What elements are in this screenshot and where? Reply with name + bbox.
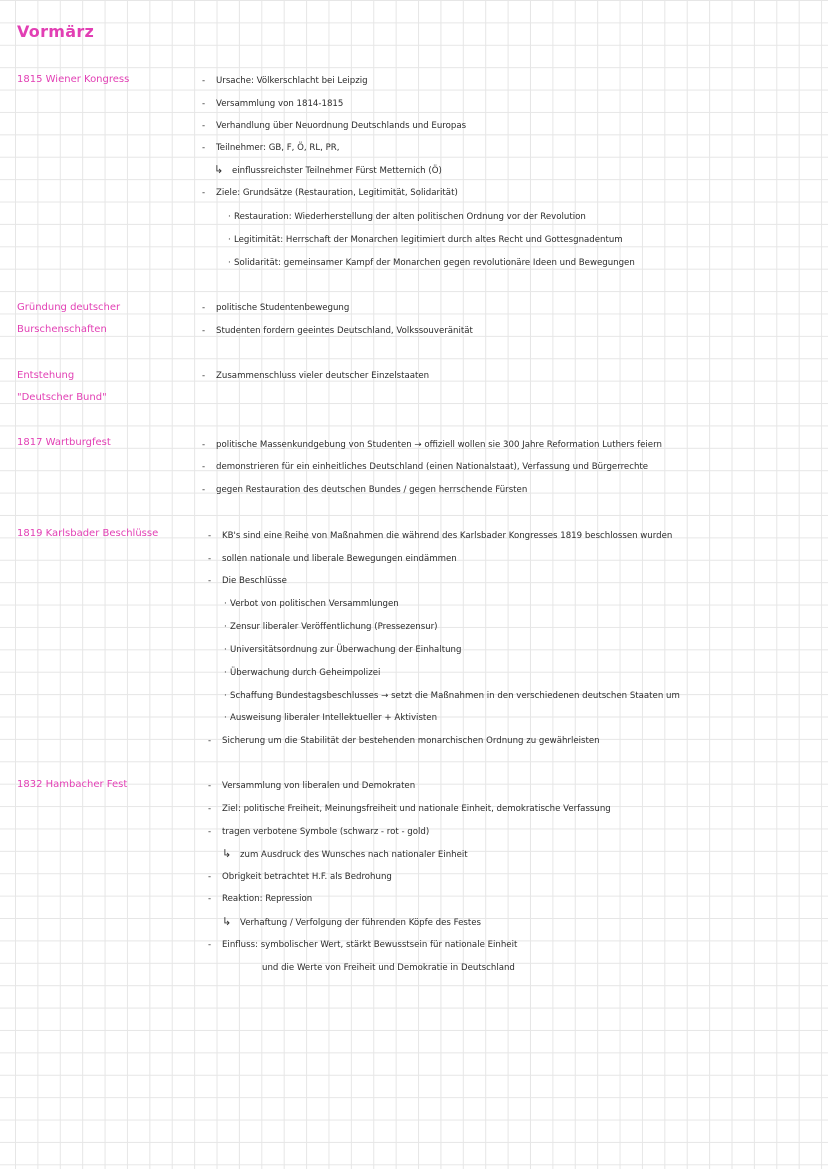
- note-line: - Die Beschlüsse: [208, 576, 287, 586]
- note-line: - Reaktion: Repression: [208, 894, 313, 904]
- note-line: - sollen nationale und liberale Bewegungen eindämmen: [208, 554, 457, 564]
- note-line-arrow: ↳ einflussreichster Teilnehmer Fürst Metternich (Ö): [214, 163, 442, 176]
- note-subline: · Verbot von politischen Versammlungen: [224, 599, 399, 609]
- corner-arrow-icon: ↳: [214, 163, 224, 176]
- section-label-karlsbader-beschluesse: 1819 Karlsbader Beschlüsse: [17, 528, 159, 539]
- note-subline: · Überwachung durch Geheimpolizei: [224, 668, 381, 678]
- note-subline: · Solidarität: gemeinsamer Kampf der Monarchen gegen revolutionäre Ideen und Bewegungen: [228, 258, 635, 268]
- note-line: - KB's sind eine Reihe von Maßnahmen die während des Karlsbader Kongresses 1819 beschlossen wurden: [208, 531, 673, 541]
- note-line: - Ziel: politische Freiheit, Meinungsfreiheit und nationale Einheit, demokratische Verfassung: [208, 804, 611, 814]
- note-line: - Teilnehmer: GB, F, Ö, RL, PR,: [202, 143, 340, 153]
- note-subline: · Universitätsordnung zur Überwachung der Einhaltung: [224, 645, 462, 655]
- note-line: - Studenten fordern geeintes Deutschland, Volkssouveränität: [202, 326, 473, 336]
- note-line: - Obrigkeit betrachtet H.F. als Bedrohung: [208, 872, 392, 882]
- corner-arrow-icon: ↳: [222, 847, 232, 860]
- page-title: Vormärz: [17, 22, 95, 41]
- note-line: - Ursache: Völkerschlacht bei Leipzig: [202, 76, 368, 86]
- note-line: - Sicherung um die Stabilität der bestehenden monarchischen Ordnung zu gewährleisten: [208, 736, 600, 746]
- note-subline: · Zensur liberaler Veröffentlichung (Pressezensur): [224, 622, 438, 632]
- section-label-wiener-kongress: 1815 Wiener Kongress: [17, 74, 130, 85]
- note-line: - Einfluss: symbolischer Wert, stärkt Bewusstsein für nationale Einheit: [208, 940, 518, 950]
- note-line: - Zusammenschluss vieler deutscher Einzelstaaten: [202, 371, 430, 381]
- section-label-hambacher-fest: 1832 Hambacher Fest: [17, 779, 128, 790]
- note-line: - gegen Restauration des deutschen Bundes / gegen herrschende Fürsten: [202, 485, 528, 495]
- section-label-deutscher-bund: Entstehung: [17, 370, 75, 381]
- section-label-burschenschaften-2: Burschenschaften: [17, 324, 107, 335]
- note-line: - Versammlung von liberalen und Demokraten: [208, 781, 416, 791]
- note-line: - tragen verbotene Symbole (schwarz - rot - gold): [208, 827, 430, 837]
- corner-arrow-icon: ↳: [222, 915, 232, 928]
- section-label-deutscher-bund-2: "Deutscher Bund": [17, 392, 107, 403]
- note-subline: · Restauration: Wiederherstellung der alten politischen Ordnung vor der Revolution: [228, 212, 586, 222]
- note-subline: · Schaffung Bundestagsbeschlusses → setzt die Maßnahmen in den verschiedenen deutschen Staaten um: [224, 691, 680, 701]
- note-line: - Versammlung von 1814-1815: [202, 99, 344, 109]
- note-line-arrow: ↳ zum Ausdruck des Wunsches nach nationaler Einheit: [222, 847, 468, 860]
- note-line: - Verhandlung über Neuordnung Deutschlands und Europas: [202, 121, 467, 131]
- note-line: - Ziele: Grundsätze (Restauration, Legitimität, Solidarität): [202, 188, 458, 198]
- section-label-burschenschaften: Gründung deutscher: [17, 302, 121, 313]
- note-line: - demonstrieren für ein einheitliches Deutschland (einen Nationalstaat), Verfassung und Bürgerrechte: [202, 462, 649, 472]
- note-subline: · Legitimität: Herrschaft der Monarchen legitimiert durch altes Recht und Gottesgnadentum: [228, 235, 623, 245]
- note-line-arrow: ↳ Verhaftung / Verfolgung der führenden Köpfe des Festes: [222, 915, 481, 928]
- note-line-continued: und die Werte von Freiheit und Demokratie in Deutschland: [262, 963, 515, 973]
- note-subline: · Ausweisung liberaler Intellektueller + Aktivisten: [224, 713, 438, 723]
- note-line: - politische Massenkundgebung von Studenten → offiziell wollen sie 300 Jahre Reformation Luthers feiern: [202, 440, 662, 450]
- note-line: - politische Studentenbewegung: [202, 303, 350, 313]
- section-label-wartburgfest: 1817 Wartburgfest: [17, 437, 111, 448]
